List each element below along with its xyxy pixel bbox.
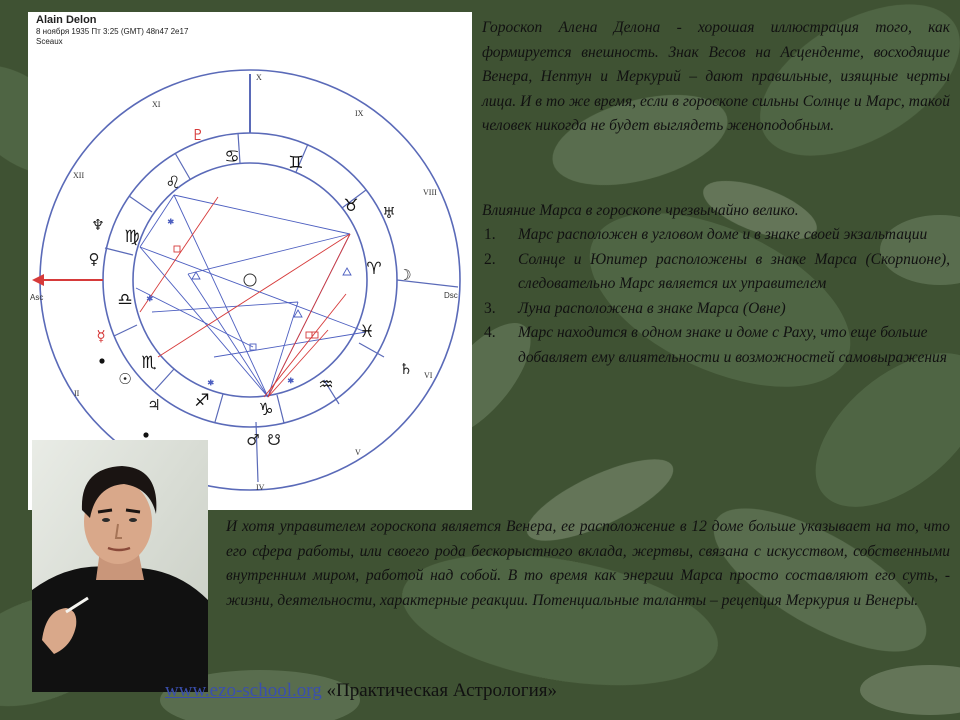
aquarius-sign: ♒ — [318, 375, 334, 395]
house-numeral-iv: IV — [256, 483, 265, 492]
sagittarius-sign: ♐ — [194, 391, 210, 411]
taurus-sign: ♉ — [343, 196, 359, 216]
asc-arrow — [32, 274, 44, 286]
house-numeral-ix: IX — [355, 109, 364, 118]
virgo-sign: ♍ — [124, 227, 140, 247]
house-numeral-v: V — [355, 448, 361, 457]
list-number: 1. — [484, 226, 496, 243]
sun-glyph: ☉ — [118, 370, 132, 388]
dsc-label: Dsc — [444, 291, 458, 300]
gemini-sign: ♊ — [288, 153, 304, 173]
list-text: Солнце и Юпитер расположены в знаке Марса (Скорпионе), следовательно Марс является их управителем — [518, 250, 950, 292]
capricorn-sign: ♑ — [258, 400, 274, 420]
list-text: Луна расположена в знаке Марса (Овне) — [518, 299, 786, 317]
natal-chart-panel — [28, 12, 472, 510]
jupiter-glyph: ♃ — [147, 396, 161, 414]
course-title: «Практическая Астрология» — [326, 680, 557, 701]
list-item — [482, 248, 950, 297]
asc-label: Asc — [30, 293, 44, 302]
house-numeral-xii: XII — [73, 171, 85, 180]
mars-heading: Влияние Марса в гороскопе чрезвычайно велико. — [482, 202, 799, 219]
house-numeral-xi: XI — [152, 100, 161, 109]
leo-sign: ♌ — [165, 173, 181, 193]
libra-sign: ♎ — [117, 290, 133, 310]
cancer-sign: ♋ — [224, 147, 240, 167]
planet-dot — [143, 432, 148, 437]
scorpio-sign: ♏ — [141, 353, 157, 373]
venus-glyph: ♀ — [88, 250, 100, 268]
svg-text:*: * — [168, 217, 174, 230]
chart-place: Sceaux — [36, 37, 63, 46]
chart-date: 8 ноября 1935 Пт 3:25 (GMT) 48n47 2e17 — [36, 27, 189, 36]
list-text: Марс находится в одном знаке и доме с Раху, что еще больше добавляет ему влиятельности и возможностей самовыражения — [518, 324, 947, 366]
planet-dot — [99, 358, 104, 363]
house-numeral-viii: VIII — [423, 188, 437, 197]
mars-glyph: ♂ — [246, 431, 260, 449]
list-item — [482, 321, 950, 370]
chart-name: Alain Delon — [36, 14, 97, 26]
zodiac-ring-outer — [103, 133, 397, 427]
saturn-glyph: ♄ — [399, 360, 413, 378]
svg-text:*: * — [147, 294, 153, 307]
portrait-photo — [32, 440, 208, 692]
site-link[interactable]: www.ezo-school.org — [165, 680, 322, 701]
chart-center — [244, 274, 256, 286]
house-numeral-x: X — [256, 73, 262, 82]
svg-text:*: * — [288, 376, 294, 389]
list-text: Марс расположен в угловом доме и в знаке своей экзальтации — [518, 226, 928, 243]
svg-text:*: * — [208, 378, 214, 391]
pisces-sign: ♓ — [359, 322, 375, 342]
list-item — [482, 297, 950, 322]
list-number: 3. — [484, 299, 496, 317]
house-numeral-ii: II — [74, 389, 80, 398]
uranus-glyph: ♅ — [382, 204, 396, 222]
moon-glyph: ☽ — [398, 266, 412, 284]
house-numeral-vi: VI — [424, 371, 433, 380]
intro-paragraph: Гороскоп Алена Делона - хорошая иллюстрация того, как формируется внешность. Знак Весов на Асценденте, восходящие Венера, Нептун и Меркурий – дают правильные, изящные черты лица. И в то же время, если в гороскопе сильны Солнце и Марс, такой человек никогда не будет выглядеть женоподобным. — [482, 19, 950, 134]
neptune-glyph: ♆ — [91, 216, 105, 234]
south-node-glyph: ☋ — [267, 431, 281, 449]
mercury-glyph: ☿ — [96, 327, 106, 345]
footer — [165, 680, 557, 702]
aries-sign: ♈ — [366, 259, 382, 279]
list-number: 2. — [484, 250, 496, 268]
closing-paragraph: И хотя управителем гороскопа является Венера, ее расположение в 12 доме больше указывает на то, что его сфера работы, или своего рода бескорыстного вклада, жертвы, связана с искусством, собственными внутренним миром, работой над собой. В то время как энергии Марса просто составляют его суть, - жизни, деятельности, характерные реакции. Потенциальные таланты – рецепция Меркурия и Венеры. — [226, 518, 950, 609]
list-number: 4. — [484, 324, 496, 341]
natal-chart — [28, 12, 472, 510]
list-item — [482, 223, 950, 248]
pluto-glyph: ♇ — [191, 126, 205, 144]
mars-points-list — [482, 223, 950, 370]
